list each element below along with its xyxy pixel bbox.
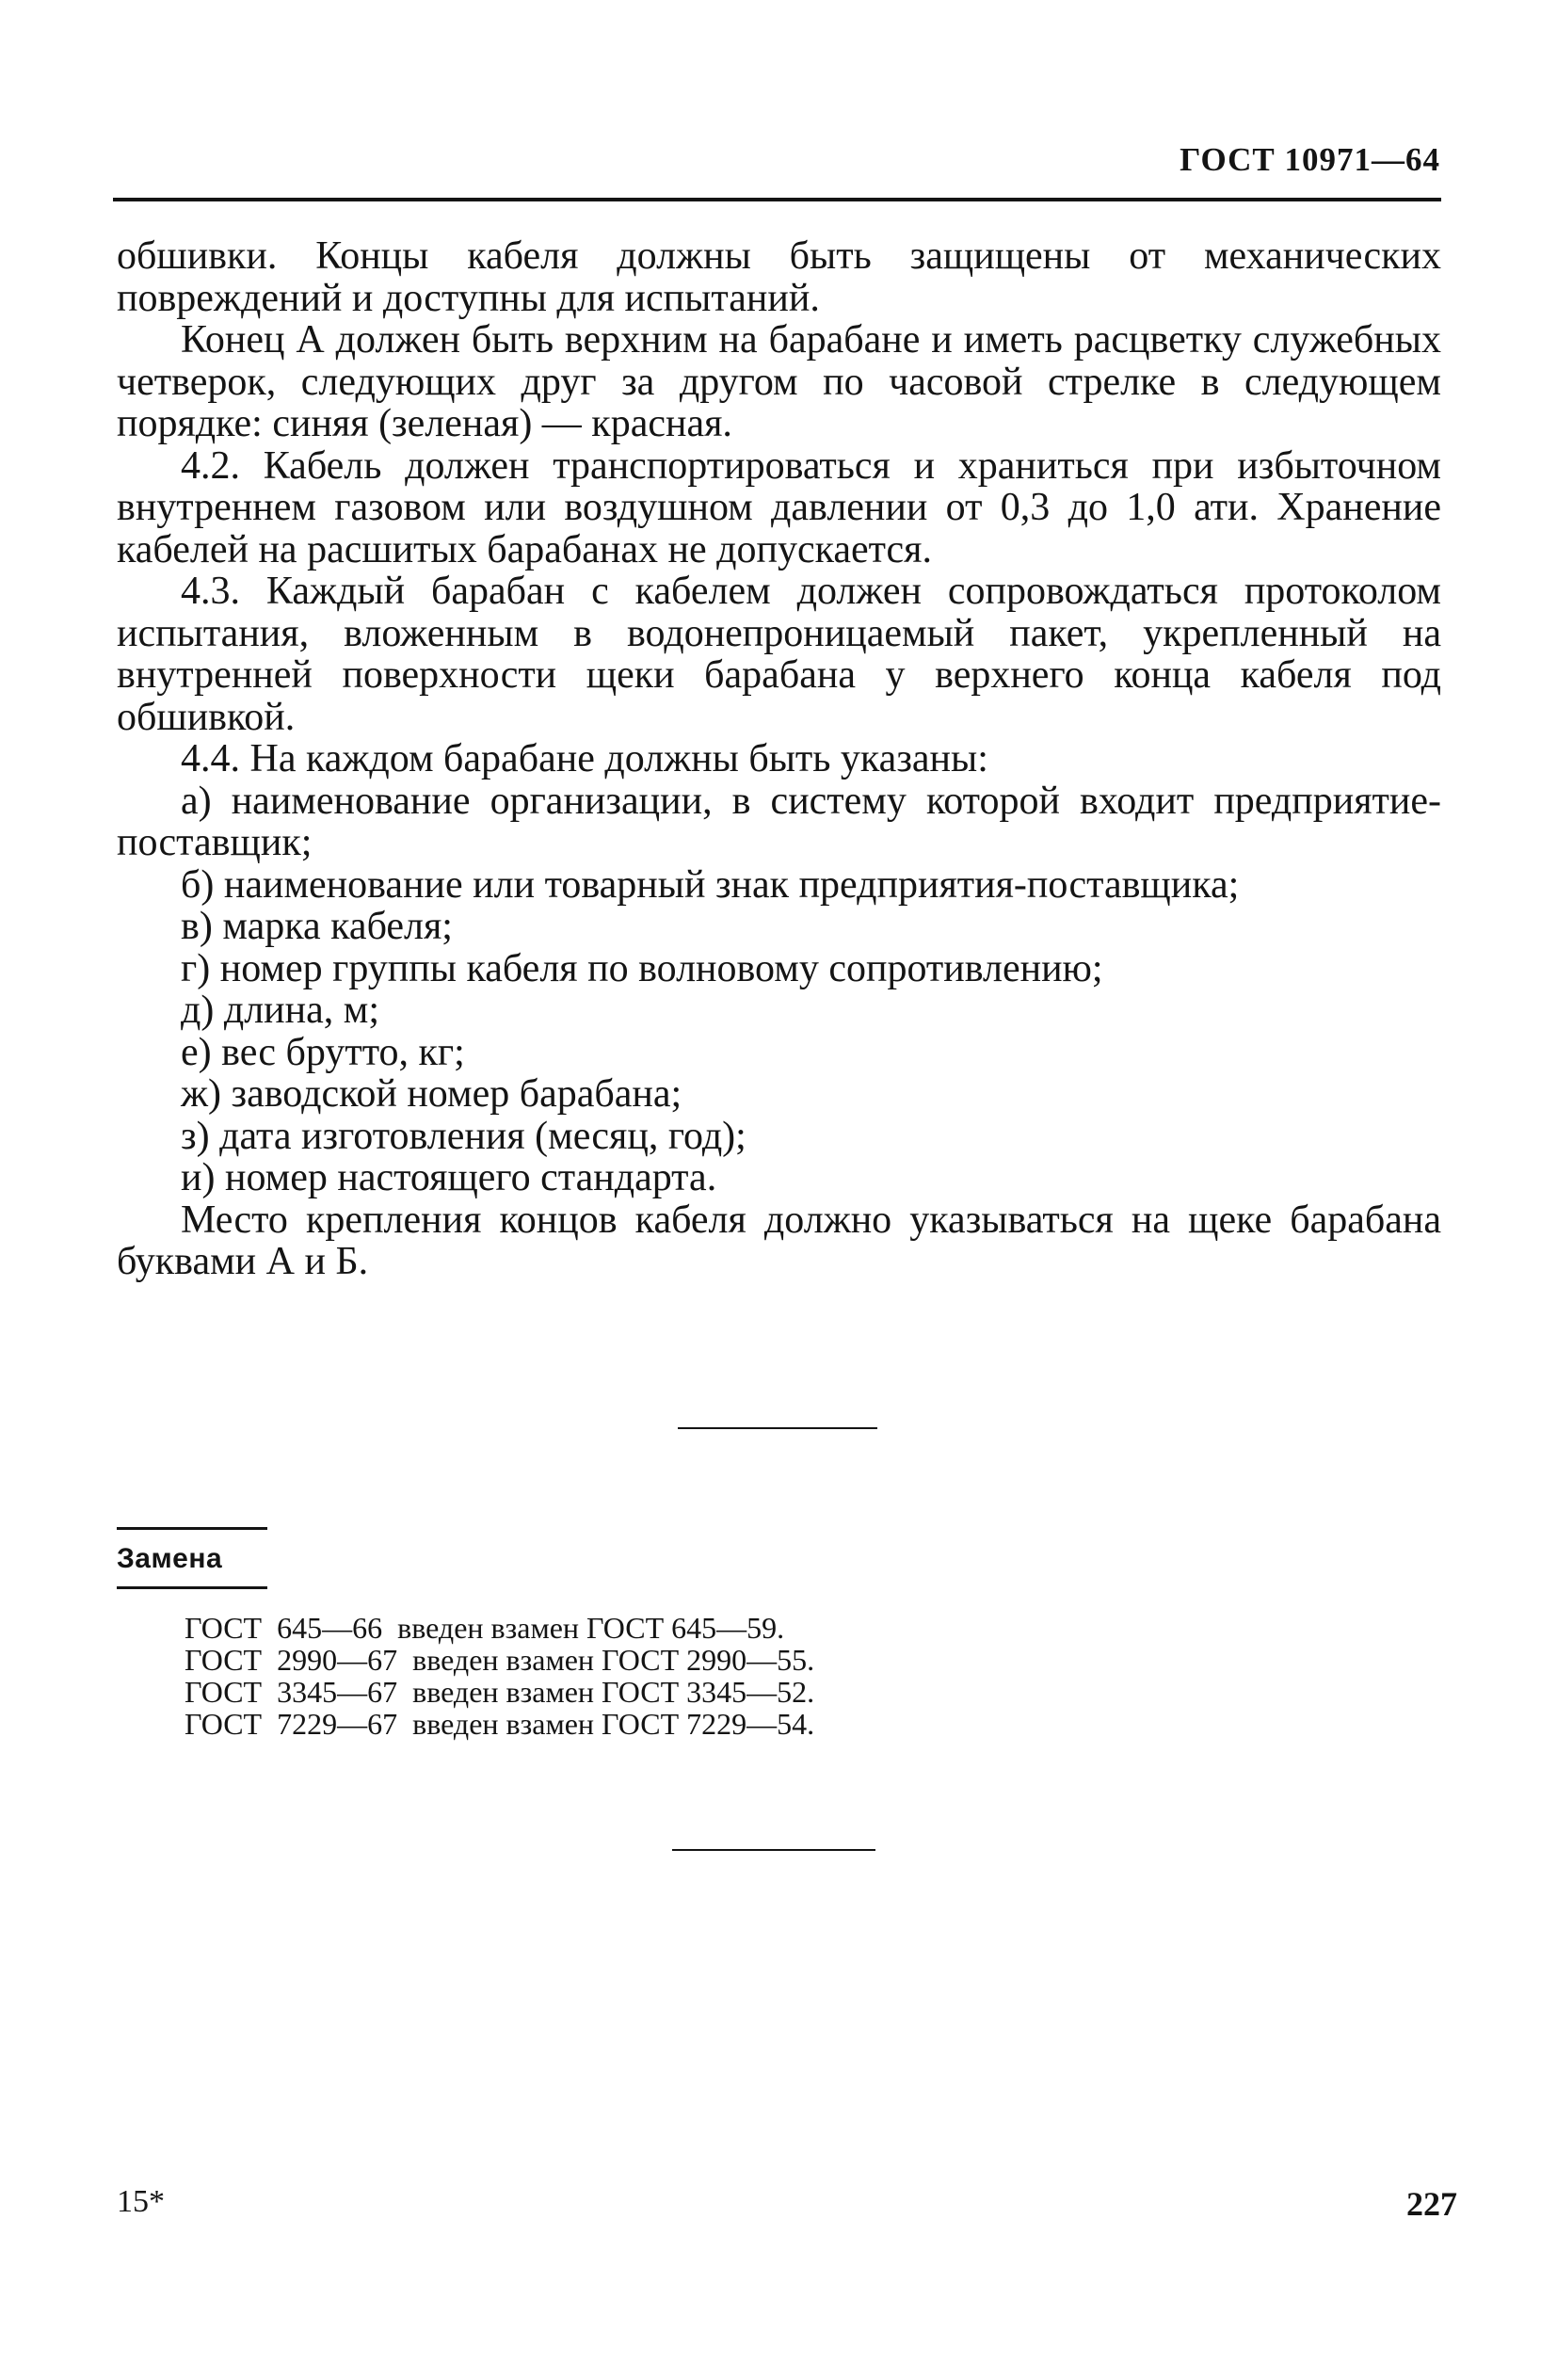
list-item: и) номер настоящего стандарта. [181,1156,717,1199]
paragraph: Конец А должен быть верхним на барабане и иметь расцветку служебных четверок, следующих друг за другом по часовой стрелке в следующем порядке: синяя (зеленая) — красная. [117,318,1441,445]
section-separator [678,1427,877,1429]
replacement-row: ГОСТ 3345—67 введен взамен ГОСТ 3345—52. [185,1675,815,1709]
list-item: д) длина, м; [181,989,380,1032]
replacement-row: ГОСТ 645—66 введен взамен ГОСТ 645—59. [185,1611,785,1645]
paragraph-4-2: 4.2. Кабель должен транспортироваться и храниться при избыточном внутреннем газовом или воздушном давлении от 0,3 до 1,0 ати. Хранение кабелей на расшитых барабанах не допускается. [117,443,1441,571]
signature-mark: 15* [117,2184,165,2219]
body-text [117,235,1441,1283]
list-item: г) номер группы кабеля по волновому сопротивлению; [181,946,1103,990]
list-item: а) наименование организации, в систему которой входит предприятие-поставщик; [117,779,1441,864]
list-item: в) марка кабеля; [181,905,453,948]
page-number: 227 [1406,2185,1457,2223]
document-code: ГОСТ 10971—64 [1180,141,1440,178]
zamena-title: Замена [117,1543,223,1574]
end-separator [672,1849,875,1851]
list-item: б) наименование или товарный знак предприятия-поставщика; [181,862,1240,907]
paragraph-4-4: 4.4. На каждом барабане должны быть указаны: [181,737,988,780]
replacement-row: ГОСТ 2990—67 введен взамен ГОСТ 2990—55. [185,1643,815,1677]
zamena-rule-bottom [117,1586,267,1589]
replacement-row: ГОСТ 7229—67 введен взамен ГОСТ 7229—54. [185,1707,815,1741]
list-item: ж) заводской номер барабана; [181,1072,682,1116]
zamena-rule-top [117,1527,267,1530]
header-rule [113,198,1441,201]
list-item: з) дата изготовления (месяц, год); [181,1114,746,1158]
paragraph-4-3: 4.3. Каждый барабан с кабелем должен сопровождаться протоколом испытания, вложенным в водонепроницаемый пакет, укрепленный на внутренней поверхности щеки барабана у верхнего конца кабеля под обшивкой. [117,570,1441,739]
zamena-block [117,1527,267,1589]
paragraph: обшивки. Концы кабеля должны быть защищены от механических повреждений и доступны для испытаний. [117,234,1441,320]
paragraph: Место крепления концов кабеля должно указываться на щеке барабана буквами А и Б. [117,1198,1441,1283]
list-item: е) вес брутто, кг; [181,1030,465,1074]
replacement-list [185,1612,814,1740]
